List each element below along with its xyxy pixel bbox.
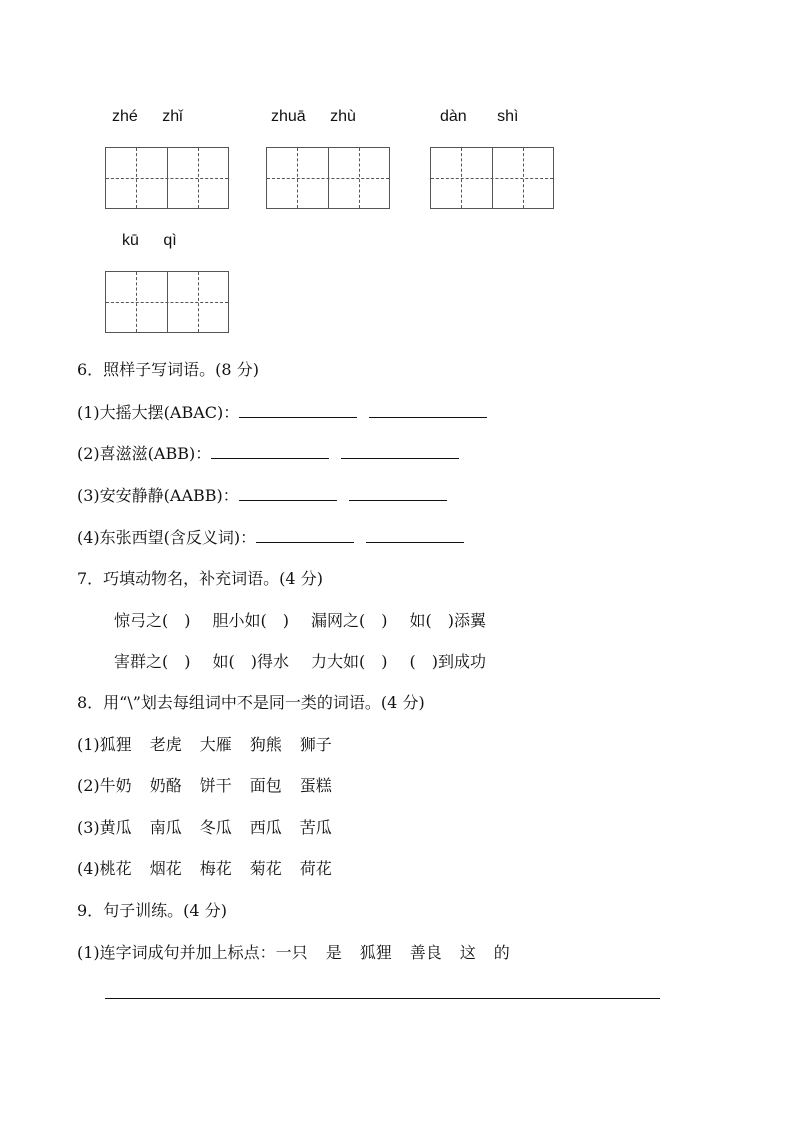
word-option[interactable]: 黄瓜 xyxy=(99,818,132,837)
word-option[interactable]: 奶酪 xyxy=(149,776,182,795)
scrambled-word: 一只 xyxy=(275,943,308,962)
scrambled-word: 狐狸 xyxy=(359,943,392,962)
pinyin-group-3 xyxy=(440,108,519,126)
idiom-fill[interactable]: 害群之( ) xyxy=(114,652,191,671)
writing-grid-4[interactable] xyxy=(105,271,229,333)
word-option[interactable]: 西瓜 xyxy=(249,818,282,837)
idiom-fill[interactable]: 如( )添翼 xyxy=(409,611,486,630)
q6-item-4 xyxy=(77,525,464,548)
word-option[interactable]: 桃花 xyxy=(99,859,132,878)
scrambled-word: 是 xyxy=(325,943,342,962)
question-7-title: 7．巧填动物名，补充词语。(4 分) xyxy=(77,569,323,588)
word-option[interactable]: 蛋糕 xyxy=(299,776,332,795)
idiom-fill[interactable]: 漏网之( ) xyxy=(311,611,388,630)
word-option[interactable]: 荷花 xyxy=(299,859,332,878)
q8-group-4 xyxy=(77,856,350,879)
q7-row-2 xyxy=(114,649,508,672)
answer-blank[interactable] xyxy=(341,444,459,459)
pinyin-group-2 xyxy=(271,108,356,126)
pinyin-syllable: qì xyxy=(163,232,177,249)
q6-item-label: (3)安安静静(AABB)： xyxy=(77,486,239,505)
scrambled-word: 的 xyxy=(493,943,510,962)
idiom-fill[interactable]: 力大如( ) xyxy=(311,652,388,671)
scrambled-word: 这 xyxy=(459,943,476,962)
q6-item-2 xyxy=(77,441,459,464)
q6-item-label: (1)大摇大摆(ABAC)： xyxy=(77,403,240,422)
pinyin-syllable: zhuā xyxy=(271,108,306,125)
q6-item-label: (4)东张西望(含反义词)： xyxy=(77,528,257,547)
word-option[interactable]: 南瓜 xyxy=(149,818,182,837)
question-8-title: 8．用“\”划去每组词中不是同一类的词语。(4 分) xyxy=(77,693,425,712)
idiom-fill[interactable]: ( )到成功 xyxy=(409,652,486,671)
pinyin-syllable: dàn xyxy=(440,108,467,125)
word-option[interactable]: 狗熊 xyxy=(249,735,282,754)
answer-blank[interactable] xyxy=(366,528,464,543)
idiom-fill[interactable]: 如( )得水 xyxy=(212,652,289,671)
q8-group-2 xyxy=(77,773,350,796)
group-label: (3) xyxy=(77,818,100,837)
pinyin-syllable: zhǐ xyxy=(162,108,183,125)
word-option[interactable]: 狮子 xyxy=(299,735,332,754)
writing-grid-2[interactable] xyxy=(266,147,390,209)
word-option[interactable]: 饼干 xyxy=(199,776,232,795)
word-option[interactable]: 面包 xyxy=(249,776,282,795)
q8-group-3 xyxy=(77,815,350,838)
q6-item-3 xyxy=(77,483,447,506)
group-label: (1) xyxy=(77,735,100,754)
answer-blank[interactable] xyxy=(256,528,354,543)
word-option[interactable]: 冬瓜 xyxy=(199,818,232,837)
q9-item-prompt: (1)连字词成句并加上标点： xyxy=(77,943,276,962)
answer-blank[interactable] xyxy=(239,403,357,418)
answer-blank[interactable] xyxy=(349,486,447,501)
pinyin-group-1 xyxy=(112,108,183,126)
q6-item-1 xyxy=(77,400,487,423)
word-option[interactable]: 大雁 xyxy=(199,735,232,754)
sentence-answer-line[interactable] xyxy=(105,998,660,999)
word-option[interactable]: 梅花 xyxy=(199,859,232,878)
scrambled-word: 善良 xyxy=(409,943,442,962)
group-label: (4) xyxy=(77,859,100,878)
pinyin-syllable: zhé xyxy=(112,108,138,125)
q7-row-1 xyxy=(114,608,508,631)
pinyin-group-4 xyxy=(122,232,177,250)
group-label: (2) xyxy=(77,776,100,795)
idiom-fill[interactable]: 胆小如( ) xyxy=(212,611,289,630)
word-option[interactable]: 老虎 xyxy=(149,735,182,754)
pinyin-syllable: kū xyxy=(122,232,139,249)
pinyin-syllable: zhù xyxy=(330,108,356,125)
pinyin-syllable: shì xyxy=(497,108,519,125)
answer-blank[interactable] xyxy=(239,486,337,501)
writing-grid-3[interactable] xyxy=(430,147,554,209)
writing-grid-1[interactable] xyxy=(105,147,229,209)
word-option[interactable]: 菊花 xyxy=(249,859,282,878)
q8-group-1 xyxy=(77,732,350,755)
word-option[interactable]: 牛奶 xyxy=(99,776,132,795)
answer-blank[interactable] xyxy=(369,403,487,418)
question-9-title: 9．句子训练。(4 分) xyxy=(77,901,227,920)
word-option[interactable]: 狐狸 xyxy=(99,735,132,754)
answer-blank[interactable] xyxy=(211,444,329,459)
question-6-title: 6．照样子写词语。(8 分) xyxy=(77,360,259,379)
word-option[interactable]: 烟花 xyxy=(149,859,182,878)
word-option[interactable]: 苦瓜 xyxy=(299,818,332,837)
idiom-fill[interactable]: 惊弓之( ) xyxy=(114,611,191,630)
q9-item-1 xyxy=(77,940,528,963)
q6-item-label: (2)喜滋滋(ABB)： xyxy=(77,444,212,463)
